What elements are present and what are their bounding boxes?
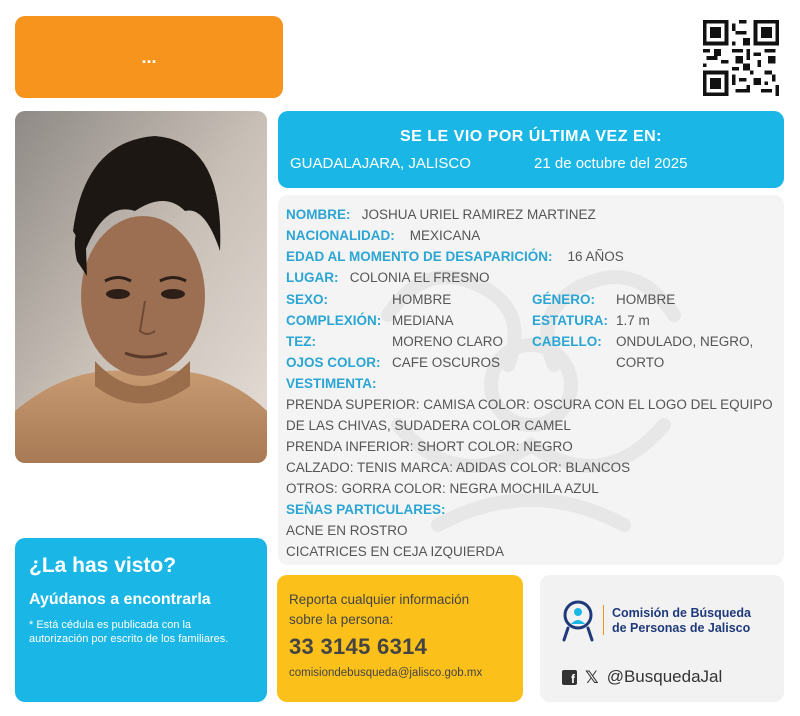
help-subtitle: Ayúdanos a encontrarla <box>29 591 211 608</box>
qr-code[interactable] <box>703 20 779 96</box>
height-value: 1.7 m <box>616 313 650 328</box>
eyes-value: CAFE OSCUROS <box>392 355 501 370</box>
facebook-icon[interactable]: f <box>562 670 577 685</box>
report-panel <box>277 575 523 702</box>
nationality-value: MEXICANA <box>409 228 481 243</box>
last-seen-panel <box>278 111 784 188</box>
place-label: LUGAR: <box>286 270 339 285</box>
last-seen-place: GUADALAJARA, JALISCO <box>290 155 471 172</box>
clothing-line: OTROS: GORRA COLOR: NEGRA MOCHILA AZUL <box>286 481 599 496</box>
missing-person-photo <box>15 111 267 463</box>
social-handle[interactable]: @BusquedaJal <box>606 667 723 686</box>
marks-line: CICATRICES EN CEJA IZQUIERDA <box>286 544 505 559</box>
name-row <box>286 207 596 223</box>
organization-panel <box>540 575 784 702</box>
org-name-line2: de Personas de Jalisco <box>612 621 751 635</box>
build-label: COMPLEXIÓN: <box>286 313 382 328</box>
last-seen-title: SE LE VIO POR ÚLTIMA VEZ EN: <box>399 128 662 145</box>
clothing-line: PRENDA SUPERIOR: CAMISA COLOR: OSCURA CON EL LOGO DEL EQUIPO <box>286 397 773 412</box>
help-note-line2: autorización por escrito de los familiares. <box>29 633 229 645</box>
skin-label: TEZ: <box>286 334 316 349</box>
sex-value: HOMBRE <box>392 292 452 307</box>
social-links <box>562 667 722 687</box>
nationality-label: NACIONALIDAD: <box>286 228 395 243</box>
help-title: ¿La has visto? <box>29 554 177 577</box>
age-row <box>286 249 624 265</box>
height-label: ESTATURA: <box>532 313 608 328</box>
header-label: ... <box>141 46 157 67</box>
skin-value: MORENO CLARO <box>392 334 504 349</box>
clothing-line: CALZADO: TENIS MARCA: ADIDAS COLOR: BLANCOS <box>286 460 631 475</box>
person-details-panel <box>278 195 784 565</box>
report-phone-link[interactable]: 33 3145 6314 <box>289 634 428 659</box>
hair-value-line2: CORTO <box>616 355 665 370</box>
hair-label: CABELLO: <box>532 334 602 349</box>
header-bar <box>15 16 283 98</box>
place-value: COLONIA EL FRESNO <box>349 270 490 285</box>
report-text-line2: sobre la persona: <box>289 612 394 627</box>
clothing-label: VESTIMENTA: <box>286 376 377 391</box>
commission-logo-icon <box>560 600 596 642</box>
last-seen-date: 21 de octubre del 2025 <box>534 155 688 172</box>
clothing-line: DE LAS CHIVAS, SUDADERA COLOR CAMEL <box>286 418 571 433</box>
help-panel <box>15 538 267 702</box>
help-note-line1: * Está cédula es publicada con la <box>29 619 192 631</box>
gender-label: GÉNERO: <box>532 292 596 307</box>
build-value: MEDIANA <box>392 313 454 328</box>
gender-value: HOMBRE <box>616 292 676 307</box>
hair-value-line1: ONDULADO, NEGRO, <box>616 334 754 349</box>
marks-label: SEÑAS PARTICULARES: <box>286 502 446 517</box>
name-label: NOMBRE: <box>286 207 351 222</box>
logo-divider <box>603 605 604 635</box>
eyes-label: OJOS COLOR: <box>286 355 381 370</box>
org-name-line1: Comisión de Búsqueda <box>612 606 751 620</box>
age-label: EDAD AL MOMENTO DE DESAPARICIÓN: <box>286 249 553 264</box>
nationality-row <box>286 228 480 244</box>
age-value: 16 AÑOS <box>567 249 624 264</box>
clothing-line: PRENDA INFERIOR: SHORT COLOR: NEGRO <box>286 439 573 454</box>
report-email-link[interactable]: comisiondebusqueda@jalisco.gob.mx <box>289 667 483 679</box>
name-value: JOSHUA URIEL RAMIREZ MARTINEZ <box>361 207 596 222</box>
marks-line: ACNE EN ROSTRO <box>286 523 408 538</box>
report-text-line1: Reporta cualquier información <box>289 592 470 607</box>
x-icon[interactable]: 𝕏 <box>585 667 599 687</box>
place-row <box>286 270 490 286</box>
sex-label: SEXO: <box>286 292 329 307</box>
